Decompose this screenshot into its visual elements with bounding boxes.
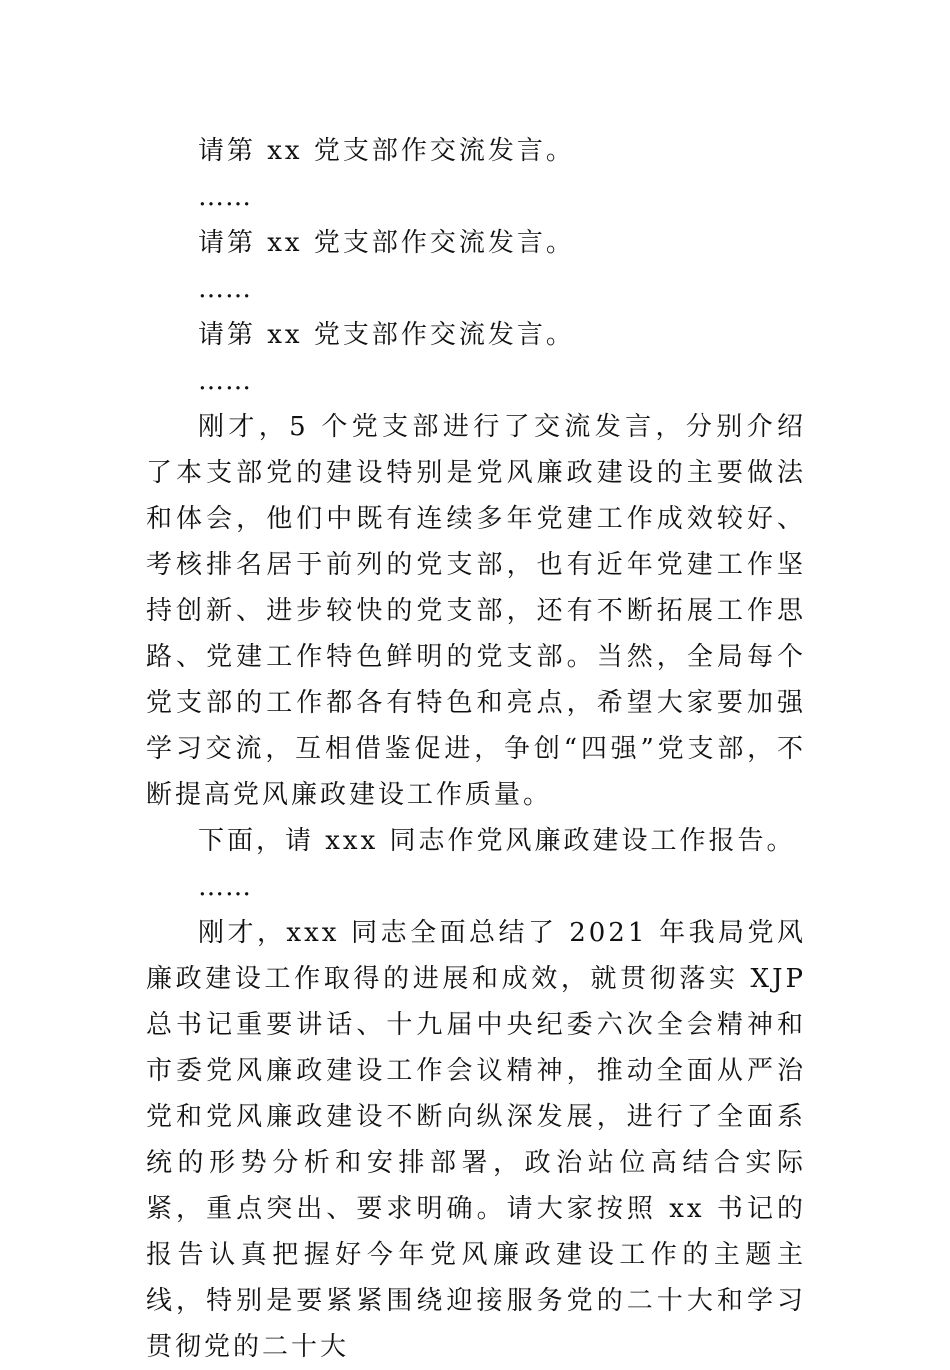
paragraph-next-report: 下面，请 xxx 同志作党风廉政建设工作报告。	[198, 826, 796, 856]
paragraph-summary-exchange: 刚才，5 个党支部进行了交流发言，分别介绍了本支部党的建设特别是党风廉政建设的主要做法和体会，他们中既有连续多年党建工作成效较好、考核排名居于前列的党支部，也有近年党建工作坚持创新、进步较快的党支部，还有不断拓展工作思路、党建工作特色鲜明的党支部。当然，全局每个党支部的工作都各有特色和亮点，希望大家要加强学习交流，互相借鉴促进，争创“四强”党支部，不断提高党风廉政建设工作质量。	[146, 412, 806, 810]
paragraph-call-speaker-1: 请第 xx 党支部作交流发言。	[198, 136, 575, 166]
ellipsis-1: ……	[198, 182, 252, 212]
ellipsis-4: ……	[198, 872, 252, 902]
paragraph-summary-report: 刚才，xxx 同志全面总结了 2021 年我局党风廉政建设工作取得的进展和成效，就贯彻落实 XJP 总书记重要讲话、十九届中央纪委六次全会精神和市委党风廉政建设工作会议精神，推动全面从严治党和党风廉政建设不断向纵深发展，进行了全面系统的形势分析和安排部署，政治站位高结合实际紧，重点突出、要求明确。请大家按照 xx 书记的报告认真把握好今年党风廉政建设工作的主题主线，特别是要紧紧围绕迎接服务党的二十大和学习贯彻党的二十大	[146, 918, 806, 1362]
paragraph-call-speaker-3: 请第 xx 党支部作交流发言。	[198, 320, 575, 350]
ellipsis-3: ……	[198, 366, 252, 396]
paragraph-call-speaker-2: 请第 xx 党支部作交流发言。	[198, 228, 575, 258]
ellipsis-2: ……	[198, 274, 252, 304]
document-body	[146, 128, 806, 1370]
